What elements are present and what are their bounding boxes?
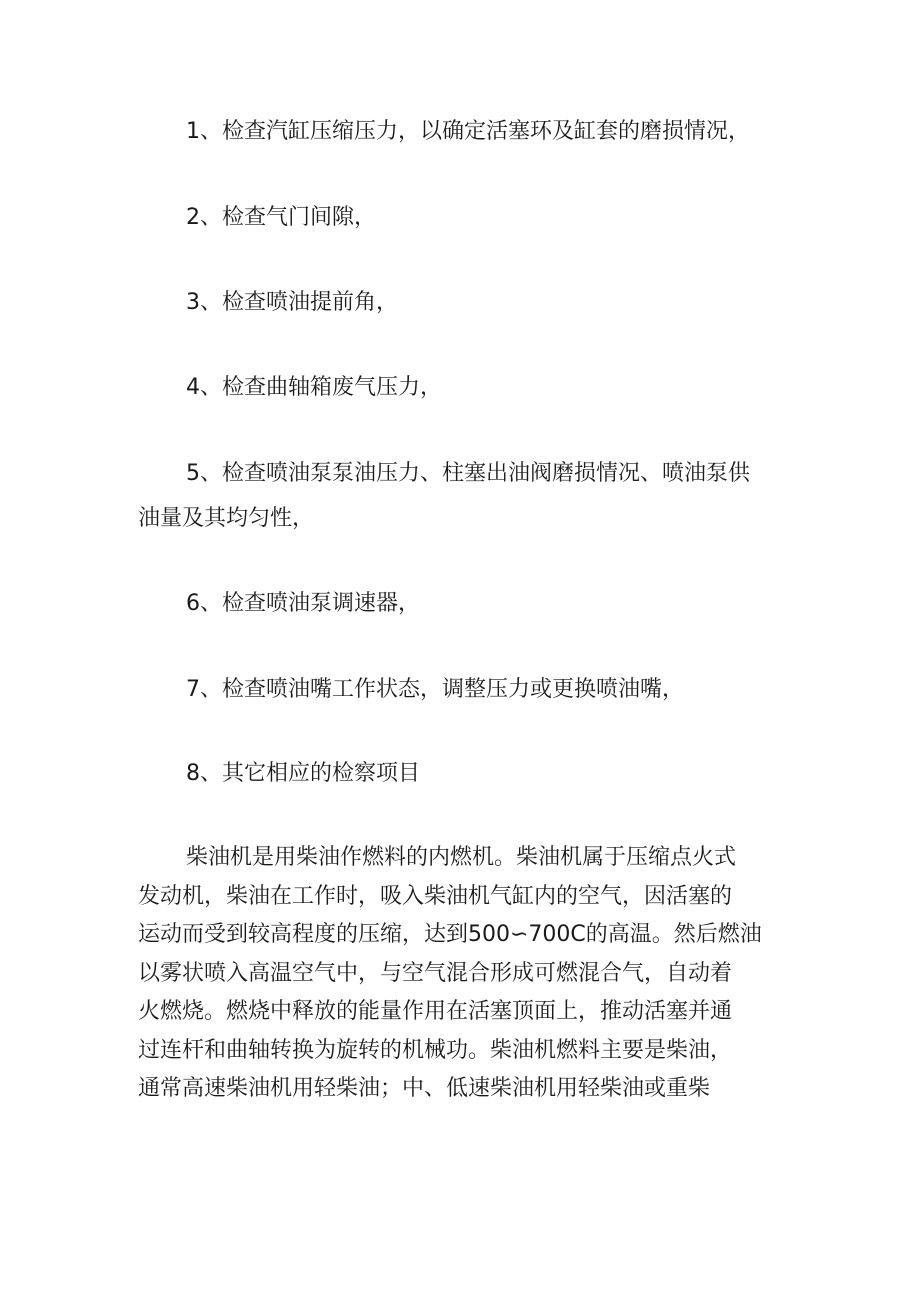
list-item-1: 1、检查汽缸压缩压力，以确定活塞环及缸套的磨损情况，	[186, 119, 750, 144]
body-paragraph	[138, 839, 778, 1109]
paragraph-line: 运动而受到较高程度的压缩，达到500∽700C的高温。然后燃油	[138, 922, 762, 947]
paragraph-line: 火燃烧。燃烧中释放的能量作用在活塞顶面上，推动活塞并通	[138, 999, 733, 1024]
list-item-3: 3、检查喷油提前角，	[186, 290, 398, 315]
list-item-6: 6、检查喷油泵调速器，	[186, 591, 420, 616]
list-item-4: 4、检查曲轴箱废气压力，	[186, 375, 442, 400]
paragraph-line: 通常高速柴油机用轻柴油；中、低速柴油机用轻柴油或重柴	[138, 1076, 711, 1101]
list-item-5-continuation: 油量及其均匀性，	[138, 506, 315, 531]
list-item-8: 8、其它相应的检察项目	[186, 761, 420, 786]
list-item-2: 2、检查气门间隙，	[186, 205, 376, 230]
list-item-5: 5、检查喷油泵泵油压力、柱塞出油阀磨损情况、喷油泵供	[186, 461, 750, 486]
paragraph-line: 发动机，柴油在工作时，吸入柴油机气缸内的空气，因活塞的	[138, 883, 733, 909]
paragraph-line: 柴油机是用柴油作燃料的内燃机。柴油机属于压缩点火式	[186, 845, 737, 870]
paragraph-line: 过连杆和曲轴转换为旋转的机械功。柴油机燃料主要是柴油，	[138, 1037, 733, 1063]
list-item-7: 7、检查喷油嘴工作状态，调整压力或更换喷油嘴，	[186, 677, 684, 702]
paragraph-line: 以雾状喷入高温空气中，与空气混合形成可燃混合气，自动着	[138, 960, 733, 986]
